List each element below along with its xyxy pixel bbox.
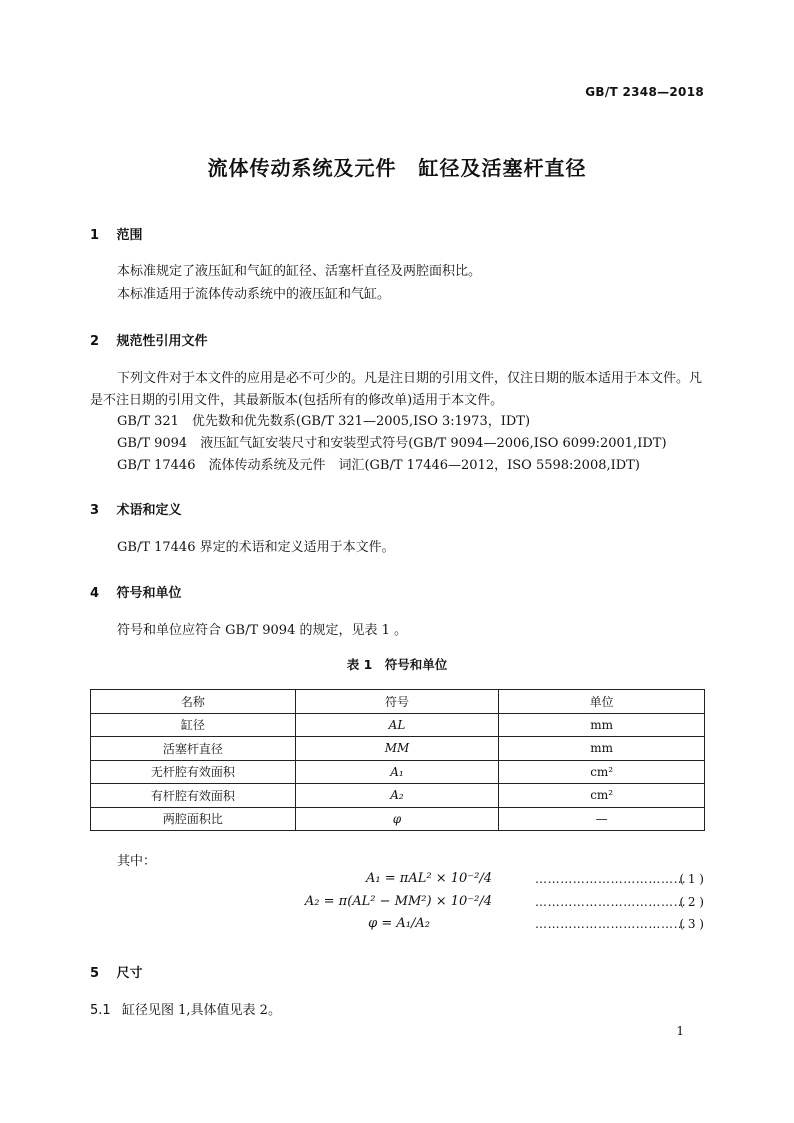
section-4-heading <box>90 582 182 601</box>
equation-number: ( 2 ) <box>679 895 704 909</box>
formula-1 <box>366 871 492 886</box>
table-row <box>91 737 705 761</box>
symbols-table <box>90 689 705 831</box>
table-row <box>91 713 705 737</box>
cell-unit: mm <box>499 713 705 737</box>
page-number: 1 <box>676 1024 684 1038</box>
formula-expression: φ = A₁/A₂ <box>368 916 430 931</box>
header-unit: 单位 <box>499 690 705 714</box>
cell-name: 缸径 <box>91 713 296 737</box>
table-caption: 表 1 符号和单位 <box>346 657 448 672</box>
title-part1: 流体传动系统及元件 <box>207 156 397 180</box>
section-3-heading <box>90 499 182 518</box>
cell-unit: mm <box>499 737 705 761</box>
subsection-5-1 <box>90 1001 281 1021</box>
section-title: 尺寸 <box>116 966 143 981</box>
cell-symbol: A₁ <box>295 760 499 784</box>
section-number: 2 <box>90 334 100 349</box>
standard-code: GB/T 2348—2018 <box>585 85 704 99</box>
equation-number: ( 3 ) <box>679 917 704 931</box>
cell-symbol: MM <box>295 737 499 761</box>
cell-symbol: φ <box>295 807 499 831</box>
leader-dots: ……………………………… <box>535 917 687 931</box>
cell-unit: cm² <box>499 784 705 808</box>
reference-item: GB/T 9094 液压缸气缸安装尺寸和安装型式符号(GB/T 9094—2006,ISO 6099:2001,IDT) <box>117 436 667 451</box>
reference-item: GB/T 17446 流体传动系统及元件 词汇(GB/T 17446—2012，ISO 5598:2008,IDT) <box>117 458 640 473</box>
cell-name: 活塞杆直径 <box>91 737 296 761</box>
formula-intro: 其中： <box>117 854 157 869</box>
section-number: 3 <box>90 503 100 518</box>
formula-2 <box>305 894 492 909</box>
reference-item: GB/T 321 优先数和优先数系(GB/T 321—2005,ISO 3:1973，IDT) <box>117 414 531 429</box>
subsection-number: 5.1 <box>90 1003 111 1018</box>
section-title: 符号和单位 <box>116 586 182 601</box>
leader-dots: ……………………………… <box>535 872 687 886</box>
section-1-heading <box>90 224 143 243</box>
formula-3 <box>368 916 430 931</box>
section-title: 规范性引用文件 <box>116 334 208 349</box>
section-title: 范围 <box>116 228 143 243</box>
section-title: 术语和定义 <box>116 503 182 518</box>
section-number: 5 <box>90 966 100 981</box>
paragraph: 符号和单位应符合 GB/T 9094 的规定，见表 1 。 <box>117 623 408 638</box>
cell-symbol: A₂ <box>295 784 499 808</box>
paragraph: 本标准适用于流体传动系统中的液压缸和气缸。 <box>117 287 391 302</box>
section-number: 1 <box>90 228 100 243</box>
header-symbol: 符号 <box>295 690 499 714</box>
table-row <box>91 784 705 808</box>
table-row <box>91 760 705 784</box>
cell-symbol: AL <box>295 713 499 737</box>
section-5-heading <box>90 962 143 981</box>
leader-dots: ……………………………… <box>535 895 687 909</box>
paragraph: 本标准规定了液压缸和气缸的缸径、活塞杆直径及两腔面积比。 <box>117 264 482 279</box>
formula-expression: A₁ = πAL² × 10⁻²/4 <box>366 871 492 886</box>
cell-name: 有杆腔有效面积 <box>91 784 296 808</box>
formula-expression: A₂ = π(AL² − MM²) × 10⁻²/4 <box>304 894 492 909</box>
cell-unit: cm² <box>499 760 705 784</box>
table-header-row <box>91 690 705 714</box>
equation-number: ( 1 ) <box>679 872 704 886</box>
paragraph: GB/T 17446 界定的术语和定义适用于本文件。 <box>117 540 395 555</box>
section-2-heading <box>90 330 208 349</box>
cell-unit: — <box>499 807 705 831</box>
table-row <box>91 807 705 831</box>
page-title <box>0 152 794 181</box>
header-name: 名称 <box>91 690 296 714</box>
paragraph: 下列文件对于本文件的应用是必不可少的。凡是注日期的引用文件，仅注日期的版本适用于本文件。凡是不注日期的引用文件，其最新版本(包括所有的修改单)适用于本文件。 <box>90 371 703 408</box>
subsection-text: 缸径见图 1,具体值见表 2。 <box>122 1003 281 1018</box>
cell-name: 两腔面积比 <box>91 807 296 831</box>
section-number: 4 <box>90 586 100 601</box>
title-part2: 缸径及活塞杆直径 <box>418 156 587 180</box>
cell-name: 无杆腔有效面积 <box>91 760 296 784</box>
